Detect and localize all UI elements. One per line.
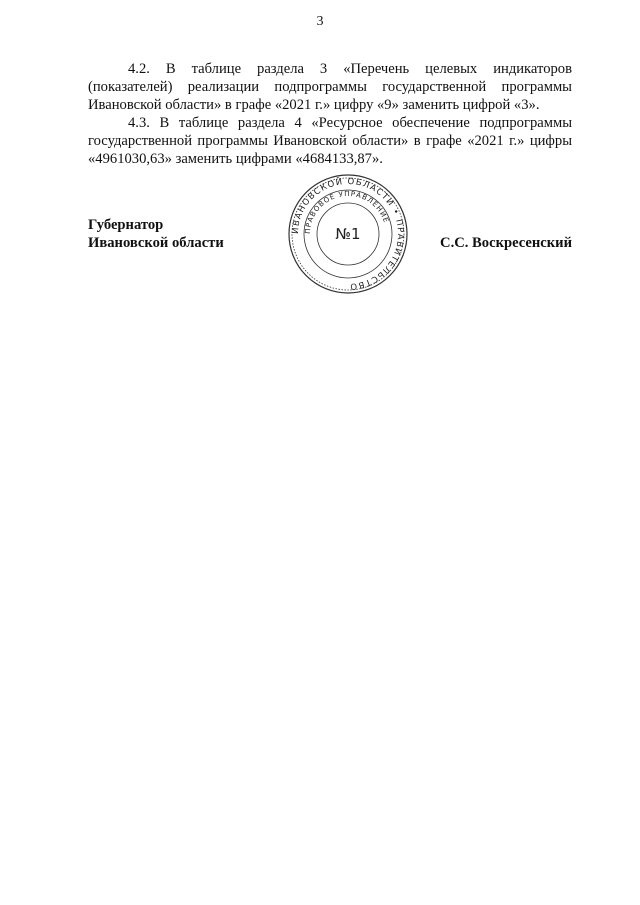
document-body — [88, 60, 572, 168]
signatory-title-line1: Губернатор — [88, 217, 164, 233]
signatory-name: С.С. Воскресенский — [440, 235, 572, 251]
signature-block — [88, 216, 572, 256]
signatory-title — [88, 216, 224, 252]
paragraph-4-3: 4.3. В таблице раздела 4 «Ресурсное обеспечение подпрограммы государственной программы Ивановской области» в графе «2021 г.» цифры «4961030,63» заменить цифрами «4684133,87». — [88, 115, 572, 167]
page-number: 3 — [316, 14, 324, 29]
signatory-title-line2: Ивановской области — [88, 235, 224, 251]
seal-inner-text: ПРАВОВОЕ УПРАВЛЕНИЕ — [303, 189, 391, 235]
seal-number: №1 — [335, 225, 361, 243]
paragraph-4-2: 4.2. В таблице раздела 3 «Перечень целевых индикаторов (показателей) реализации подпрограммы государственной программы Ивановской области» в графе «2021 г.» цифру «9» заменить цифрой «3». — [88, 61, 572, 113]
seal-outer-text: ИВАНОВСКОЙ ОБЛАСТИ • ПРАВИТЕЛЬСТВО — [290, 176, 406, 292]
